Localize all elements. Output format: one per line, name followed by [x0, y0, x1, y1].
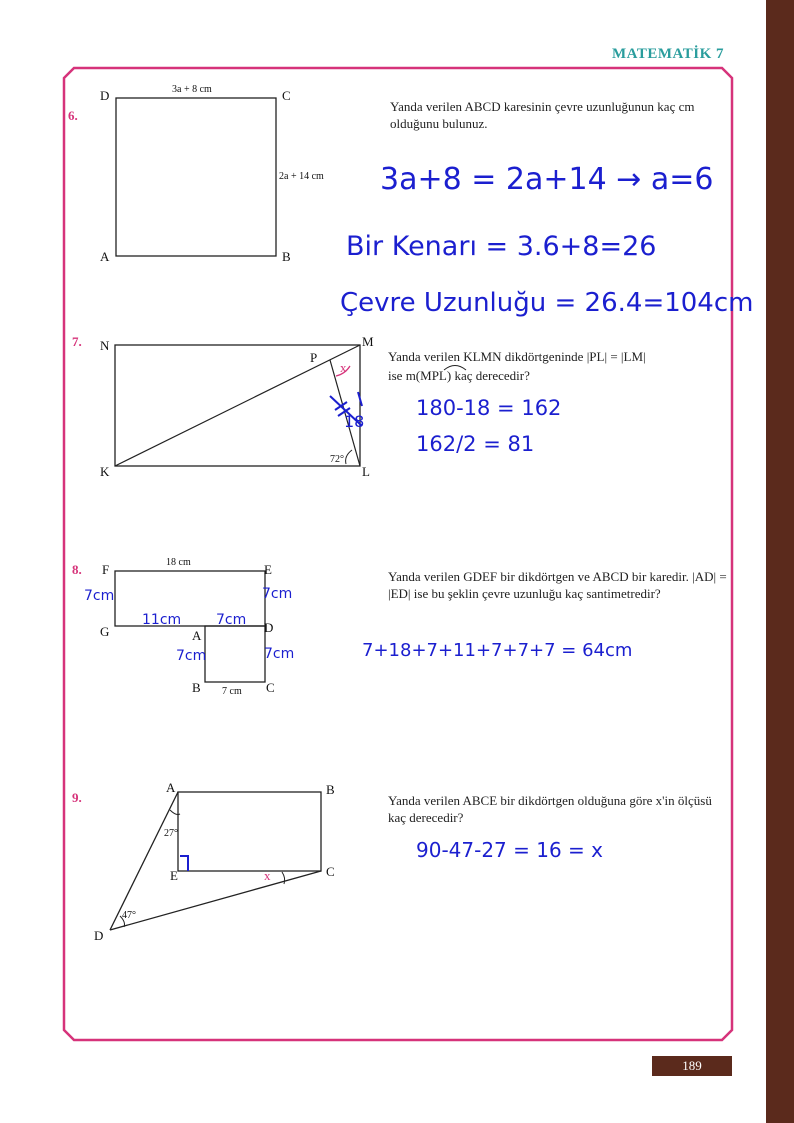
- q7-label-n: N: [100, 338, 110, 353]
- q8-hw-square-right: 7cm: [264, 646, 295, 662]
- q7-label-l: L: [362, 464, 370, 479]
- q7-arc-symbol: [442, 363, 468, 371]
- q7-angle-72: 72°: [330, 454, 344, 465]
- q9-angle-47: 47°: [122, 910, 136, 921]
- q6-handwritten-perimeter: Çevre Uzunluğu = 26.4=104cm: [340, 288, 754, 318]
- q9-label-c: C: [326, 864, 335, 879]
- q8-hw-right-top: 7cm: [262, 586, 293, 602]
- q6-question-text: Yanda verilen ABCD karesinin çevre uzunluğunun kaç cm olduğunu bulunuz.: [390, 99, 695, 131]
- q9-handwritten-answer: 90-47-27 = 16 = x: [416, 838, 604, 862]
- q6-label-b: B: [282, 249, 291, 264]
- q7-handwritten-step1: 180-18 = 162: [416, 396, 562, 420]
- q7-label-x: x: [340, 360, 347, 375]
- q9-label-b: B: [326, 782, 335, 797]
- q7-label-k: K: [100, 464, 110, 479]
- q7-label-m: M: [362, 334, 374, 349]
- q8-label-b: B: [192, 680, 201, 695]
- q8-label-g: G: [100, 624, 110, 639]
- q9-number: 9.: [72, 790, 82, 805]
- q6-label-d: D: [100, 88, 110, 103]
- q8-number: 8.: [72, 562, 82, 577]
- q6-number: 6.: [68, 108, 78, 123]
- q8-label-a: A: [192, 628, 202, 643]
- q6-right-dimension: 2a + 14 cm: [279, 171, 324, 182]
- q6-label-c: C: [282, 88, 291, 103]
- q8-label-c: C: [266, 680, 275, 695]
- page-side-bar: [766, 0, 794, 1123]
- q8-hw-bottom-mid: 7cm: [216, 612, 247, 628]
- q8-top-dimension: 18 cm: [166, 557, 191, 568]
- q8-handwritten-sum: 7+18+7+11+7+7+7 = 64cm: [362, 640, 633, 661]
- q7-question-line1: Yanda verilen KLMN dikdörtgeninde |PL| = |LM|: [388, 349, 646, 364]
- q8-label-e: E: [264, 562, 272, 577]
- q8-hw-left: 7cm: [84, 588, 115, 604]
- q7-handwritten-step2: 162/2 = 81: [416, 432, 535, 456]
- q6-handwritten-side: Bir Kenarı = 3.6+8=26: [346, 231, 657, 262]
- q9-label-x: x: [264, 868, 271, 883]
- q6-square-figure: [112, 94, 282, 260]
- q7-question-line2: ise m(MPL) kaç derecedir?: [388, 368, 530, 383]
- q9-angle-27: 27°: [164, 828, 178, 839]
- q8-question-text: Yanda verilen GDEF bir dikdörtgen ve ABCD bir karedir. |AD| = |ED| ise bu şeklin çevre uzunluğu kaç santimetredir?: [388, 569, 727, 601]
- page-number: 189: [652, 1056, 732, 1076]
- q9-question-text: Yanda verilen ABCE bir dikdörtgen olduğuna göre x'in ölçüsü kaç derecedir?: [388, 793, 712, 825]
- q8-hw-bottom-left: 11cm: [142, 612, 182, 628]
- q9-label-d: D: [94, 928, 104, 943]
- q7-number: 7.: [72, 334, 82, 349]
- q8-hw-square-left: 7cm: [176, 648, 207, 664]
- page-header: MATEMATİK 7: [612, 46, 725, 62]
- q6-label-a: A: [100, 249, 110, 264]
- q7-label-p: P: [310, 350, 318, 365]
- q7-handwritten-18: 18: [344, 412, 365, 431]
- q8-label-d: D: [264, 620, 274, 635]
- q8-bottom-dimension: 7 cm: [222, 686, 242, 697]
- q9-label-e: E: [170, 868, 178, 883]
- q9-label-a: A: [166, 780, 176, 795]
- q8-composite-figure: [108, 564, 278, 686]
- q6-handwritten-equation: 3a+8 = 2a+14 → a=6: [380, 162, 714, 197]
- q6-top-dimension: 3a + 8 cm: [172, 84, 212, 95]
- q8-label-f: F: [102, 562, 110, 577]
